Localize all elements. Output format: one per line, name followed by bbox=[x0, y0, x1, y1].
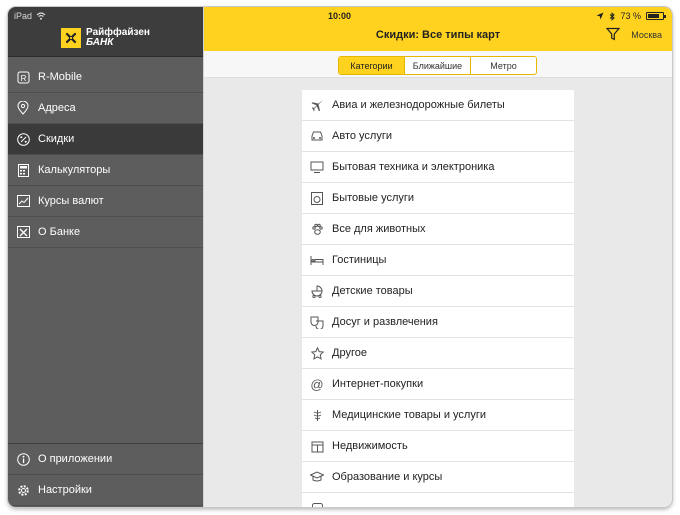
category-label: Медицинские товары и услуги bbox=[332, 409, 486, 421]
gear-icon bbox=[16, 483, 30, 497]
calculator-icon bbox=[16, 163, 30, 177]
sidebar-item-label: Настройки bbox=[38, 484, 92, 496]
category-label: Недвижимость bbox=[332, 440, 408, 452]
info-icon bbox=[16, 452, 30, 466]
filter-icon[interactable] bbox=[606, 27, 620, 41]
city-selector-button[interactable]: Москва bbox=[631, 30, 662, 40]
sidebar-item-addresses[interactable] bbox=[8, 93, 203, 124]
bank-logo bbox=[61, 28, 150, 48]
tab-nearby[interactable]: Ближайшие bbox=[405, 57, 471, 74]
sidebar-item-about-bank[interactable] bbox=[8, 217, 203, 248]
page-title: Скидки: Все типы карт bbox=[375, 29, 501, 41]
category-item-household-services[interactable] bbox=[302, 183, 574, 214]
logo-line2: БАНК bbox=[86, 36, 114, 48]
wifi-icon bbox=[36, 12, 46, 20]
sidebar-item-about-app[interactable] bbox=[8, 444, 203, 475]
graduation-cap-icon bbox=[310, 470, 324, 484]
category-item-kids[interactable] bbox=[302, 276, 574, 307]
star-icon bbox=[310, 346, 324, 360]
map-pin-icon bbox=[16, 101, 30, 115]
sidebar-item-label: Курсы валют bbox=[38, 195, 104, 207]
battery-icon bbox=[646, 12, 664, 20]
category-item-partial[interactable] bbox=[302, 493, 574, 507]
medical-icon bbox=[310, 408, 324, 422]
category-item-online-shopping[interactable] bbox=[302, 369, 574, 400]
category-label: Другое bbox=[332, 347, 367, 359]
airplane-icon bbox=[310, 98, 324, 112]
washer-icon bbox=[310, 191, 324, 205]
category-label: Гостиницы bbox=[332, 254, 387, 266]
category-label: Образование и курсы bbox=[332, 471, 443, 483]
category-item-real-estate[interactable] bbox=[302, 431, 574, 462]
logo-line1: Райффайзен bbox=[86, 26, 150, 38]
paw-icon bbox=[310, 222, 324, 236]
tab-metro[interactable]: Метро bbox=[490, 60, 517, 71]
category-label: Бытовые услуги bbox=[332, 192, 415, 204]
sidebar-item-exchange-rates[interactable] bbox=[8, 186, 203, 217]
category-item-education[interactable] bbox=[302, 462, 574, 493]
status-time: 10:00 bbox=[328, 11, 352, 21]
bed-icon bbox=[310, 253, 324, 267]
main-content bbox=[203, 7, 672, 507]
category-item-pets[interactable] bbox=[302, 214, 574, 245]
sidebar-item-calculators[interactable] bbox=[8, 155, 203, 186]
category-item-electronics[interactable] bbox=[302, 152, 574, 183]
sidebar-item-label: R-Mobile bbox=[38, 71, 83, 83]
drama-masks-icon bbox=[310, 315, 324, 329]
category-item-leisure[interactable] bbox=[302, 307, 574, 338]
percent-icon bbox=[16, 132, 30, 146]
ipad-screen bbox=[8, 7, 672, 507]
category-item-hotels[interactable] bbox=[302, 245, 574, 276]
sidebar-item-label: Калькуляторы bbox=[38, 164, 111, 176]
tv-icon bbox=[310, 160, 324, 174]
sidebar-item-label: Скидки bbox=[38, 133, 75, 145]
generic-icon bbox=[310, 501, 324, 507]
location-arrow-icon bbox=[596, 12, 604, 20]
sidebar bbox=[8, 7, 203, 507]
device-name: iPad bbox=[14, 11, 33, 21]
svg-text:R: R bbox=[20, 73, 26, 83]
status-bar bbox=[8, 7, 672, 25]
category-label: Бытовая техника и электроника bbox=[332, 161, 495, 173]
category-label: Досуг и развлечения bbox=[332, 316, 438, 328]
segmented-control bbox=[338, 56, 537, 75]
battery-percent: 73 % bbox=[620, 11, 641, 21]
category-item-medical[interactable] bbox=[302, 400, 574, 431]
stroller-icon bbox=[310, 284, 324, 298]
category-label: Авиа и железнодорожные билеты bbox=[332, 99, 505, 111]
building-icon bbox=[310, 439, 324, 453]
bluetooth-icon bbox=[609, 12, 615, 21]
sidebar-item-label: Адреса bbox=[38, 102, 76, 114]
category-item-other[interactable] bbox=[302, 338, 574, 369]
sidebar-item-r-mobile[interactable] bbox=[8, 62, 203, 93]
category-label: Детские товары bbox=[332, 285, 413, 297]
bank-icon bbox=[16, 225, 30, 239]
category-label: Авто услуги bbox=[332, 130, 392, 142]
sidebar-item-settings[interactable] bbox=[8, 475, 203, 506]
tab-bar bbox=[204, 51, 672, 78]
tab-categories[interactable]: Категории bbox=[339, 57, 405, 74]
category-label: Все для животных bbox=[332, 223, 426, 235]
car-icon bbox=[310, 129, 324, 143]
category-item-auto-services[interactable] bbox=[302, 121, 574, 152]
at-sign-icon: @ bbox=[310, 376, 324, 392]
chart-icon bbox=[16, 194, 30, 208]
sidebar-item-label: О приложении bbox=[38, 453, 113, 465]
raiffeisen-logo-icon bbox=[61, 28, 81, 48]
r-mobile-icon bbox=[16, 70, 30, 84]
sidebar-item-discounts[interactable] bbox=[8, 124, 203, 155]
sidebar-item-label: О Банке bbox=[38, 226, 81, 238]
category-label: Интернет-покупки bbox=[332, 378, 424, 390]
category-list bbox=[302, 90, 574, 507]
category-item-avia-rail[interactable] bbox=[302, 90, 574, 121]
